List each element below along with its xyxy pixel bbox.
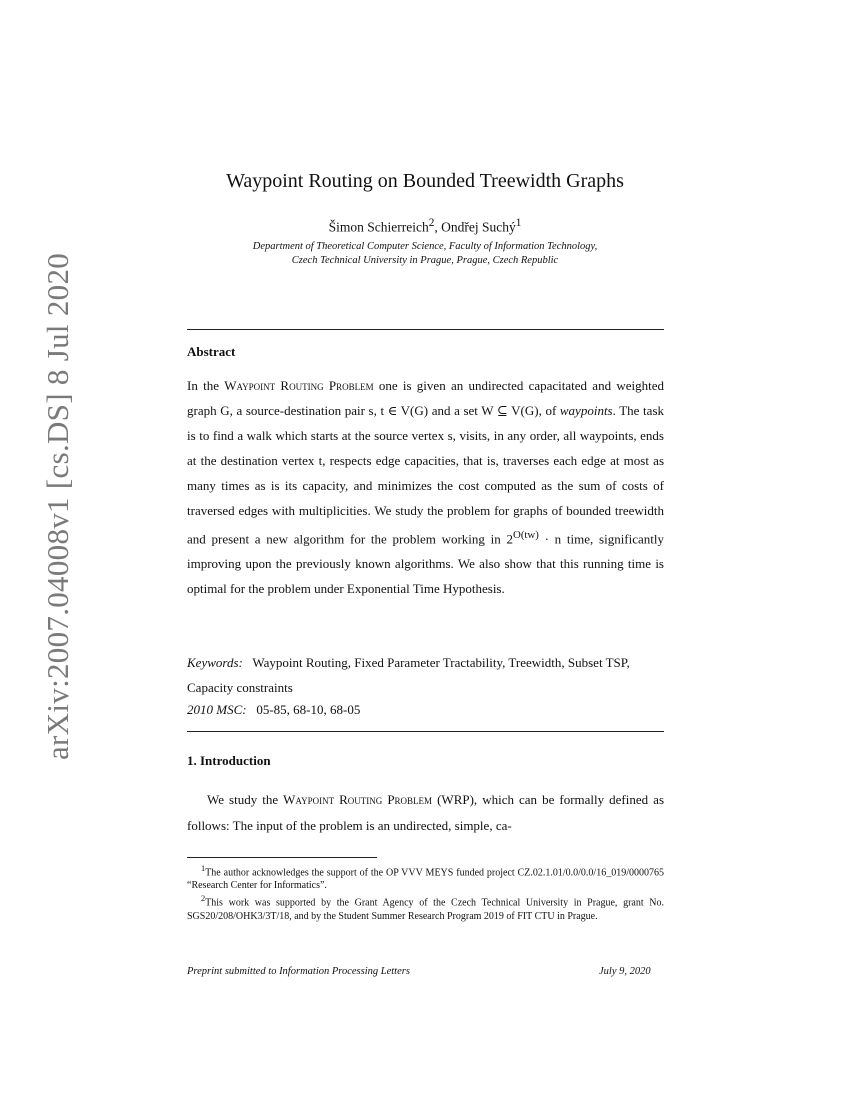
msc-label: 2010 MSC: bbox=[187, 702, 247, 717]
author-name: Ondřej Suchý bbox=[441, 219, 516, 235]
footnote-rule bbox=[187, 857, 377, 858]
footnote bbox=[187, 892, 664, 922]
keywords bbox=[187, 650, 664, 700]
keywords-label: Keywords: bbox=[187, 655, 243, 670]
abstract-text: · n time, significantly improving upon the previously known algorithms. We also show that this running time is optimal for the problem under Exponential Time Hypothesis. bbox=[187, 531, 665, 597]
problem-name: Waypoint Routing Problem bbox=[283, 792, 433, 807]
problem-name: Waypoint Routing Problem bbox=[224, 378, 374, 393]
author-separator: , bbox=[434, 219, 442, 235]
section-heading: 1. Introduction bbox=[187, 753, 271, 768]
affiliation-line: Department of Theoretical Computer Science, Faculty of Information Technology, bbox=[252, 241, 598, 252]
exponent: O(tw) bbox=[513, 529, 539, 541]
footnotes bbox=[187, 862, 664, 923]
author-list bbox=[0, 217, 850, 236]
msc-codes bbox=[187, 702, 360, 718]
intro-text: We study the bbox=[207, 792, 284, 807]
abstract-top-rule bbox=[187, 329, 664, 330]
arxiv-side-stamp bbox=[10, 252, 75, 760]
abstract-bottom-rule bbox=[187, 731, 664, 732]
waypoints-term: waypoints bbox=[559, 403, 613, 418]
preprint-note: Preprint submitted to Information Processing Letters bbox=[187, 966, 410, 977]
footnote bbox=[187, 862, 664, 892]
preprint-date: July 9, 2020 bbox=[599, 966, 651, 977]
affiliation bbox=[0, 240, 850, 268]
author-affil-mark: 2 bbox=[428, 217, 435, 229]
abstract-text: one is given an undirected capacitated and weighted graph G, a source-destination pair s, t ∈ V(G) and a set W ⊆ V(G), of bbox=[187, 378, 664, 418]
abstract-body bbox=[187, 373, 664, 601]
intro-paragraph bbox=[187, 787, 664, 839]
affiliation-line: Czech Technical University in Prague, Prague, Czech Republic bbox=[291, 255, 559, 266]
intro-text: (WRP), which can be formally defined as follows: The input of the problem is an undirected, simple, ca- bbox=[187, 792, 665, 833]
abstract-heading: Abstract bbox=[187, 344, 236, 359]
footnote-text: This work was supported by the Grant Agency of the Czech Technical University in Prague, grant No. SGS20/208/OHK3/3T/18, and by the Student Summer Research Program 2019 of FIT CTU in Prague. bbox=[187, 897, 664, 922]
arxiv-identifier: arXiv:2007.04008v1 [cs.DS] 8 Jul 2020 bbox=[40, 252, 75, 760]
author-name: Šimon Schierreich bbox=[328, 219, 429, 235]
msc-text: 05-85, 68-10, 68-05 bbox=[256, 702, 361, 717]
footnote-text: The author acknowledges the support of the OP VVV MEYS funded project CZ.02.1.01/0.0/0.0/16_019/0000765 “Research Center for Informatics”. bbox=[187, 867, 664, 892]
author-affil-mark: 1 bbox=[515, 217, 522, 229]
footnote-mark: 2 bbox=[201, 894, 206, 904]
abstract-text: . The task is to find a walk which starts at the source vertex s, visits, in any order, all waypoints, ends at the destination vertex t, respects edge capacities, that is, traverses each edge at most as many times as is its capacity, and minimizes the cost computed as the sum of costs of traversed edges with multiplicities. We study the problem for graphs of bounded treewidth and present a new algorithm for the problem working in 2 bbox=[187, 403, 665, 547]
paper-title: Waypoint Routing on Bounded Treewidth Graphs bbox=[226, 170, 624, 192]
abstract-text: In the bbox=[187, 378, 225, 393]
footnote-mark: 1 bbox=[201, 864, 206, 873]
keywords-text: Waypoint Routing, Fixed Parameter Tractability, Treewidth, Subset TSP, Capacity constraints bbox=[187, 655, 630, 695]
